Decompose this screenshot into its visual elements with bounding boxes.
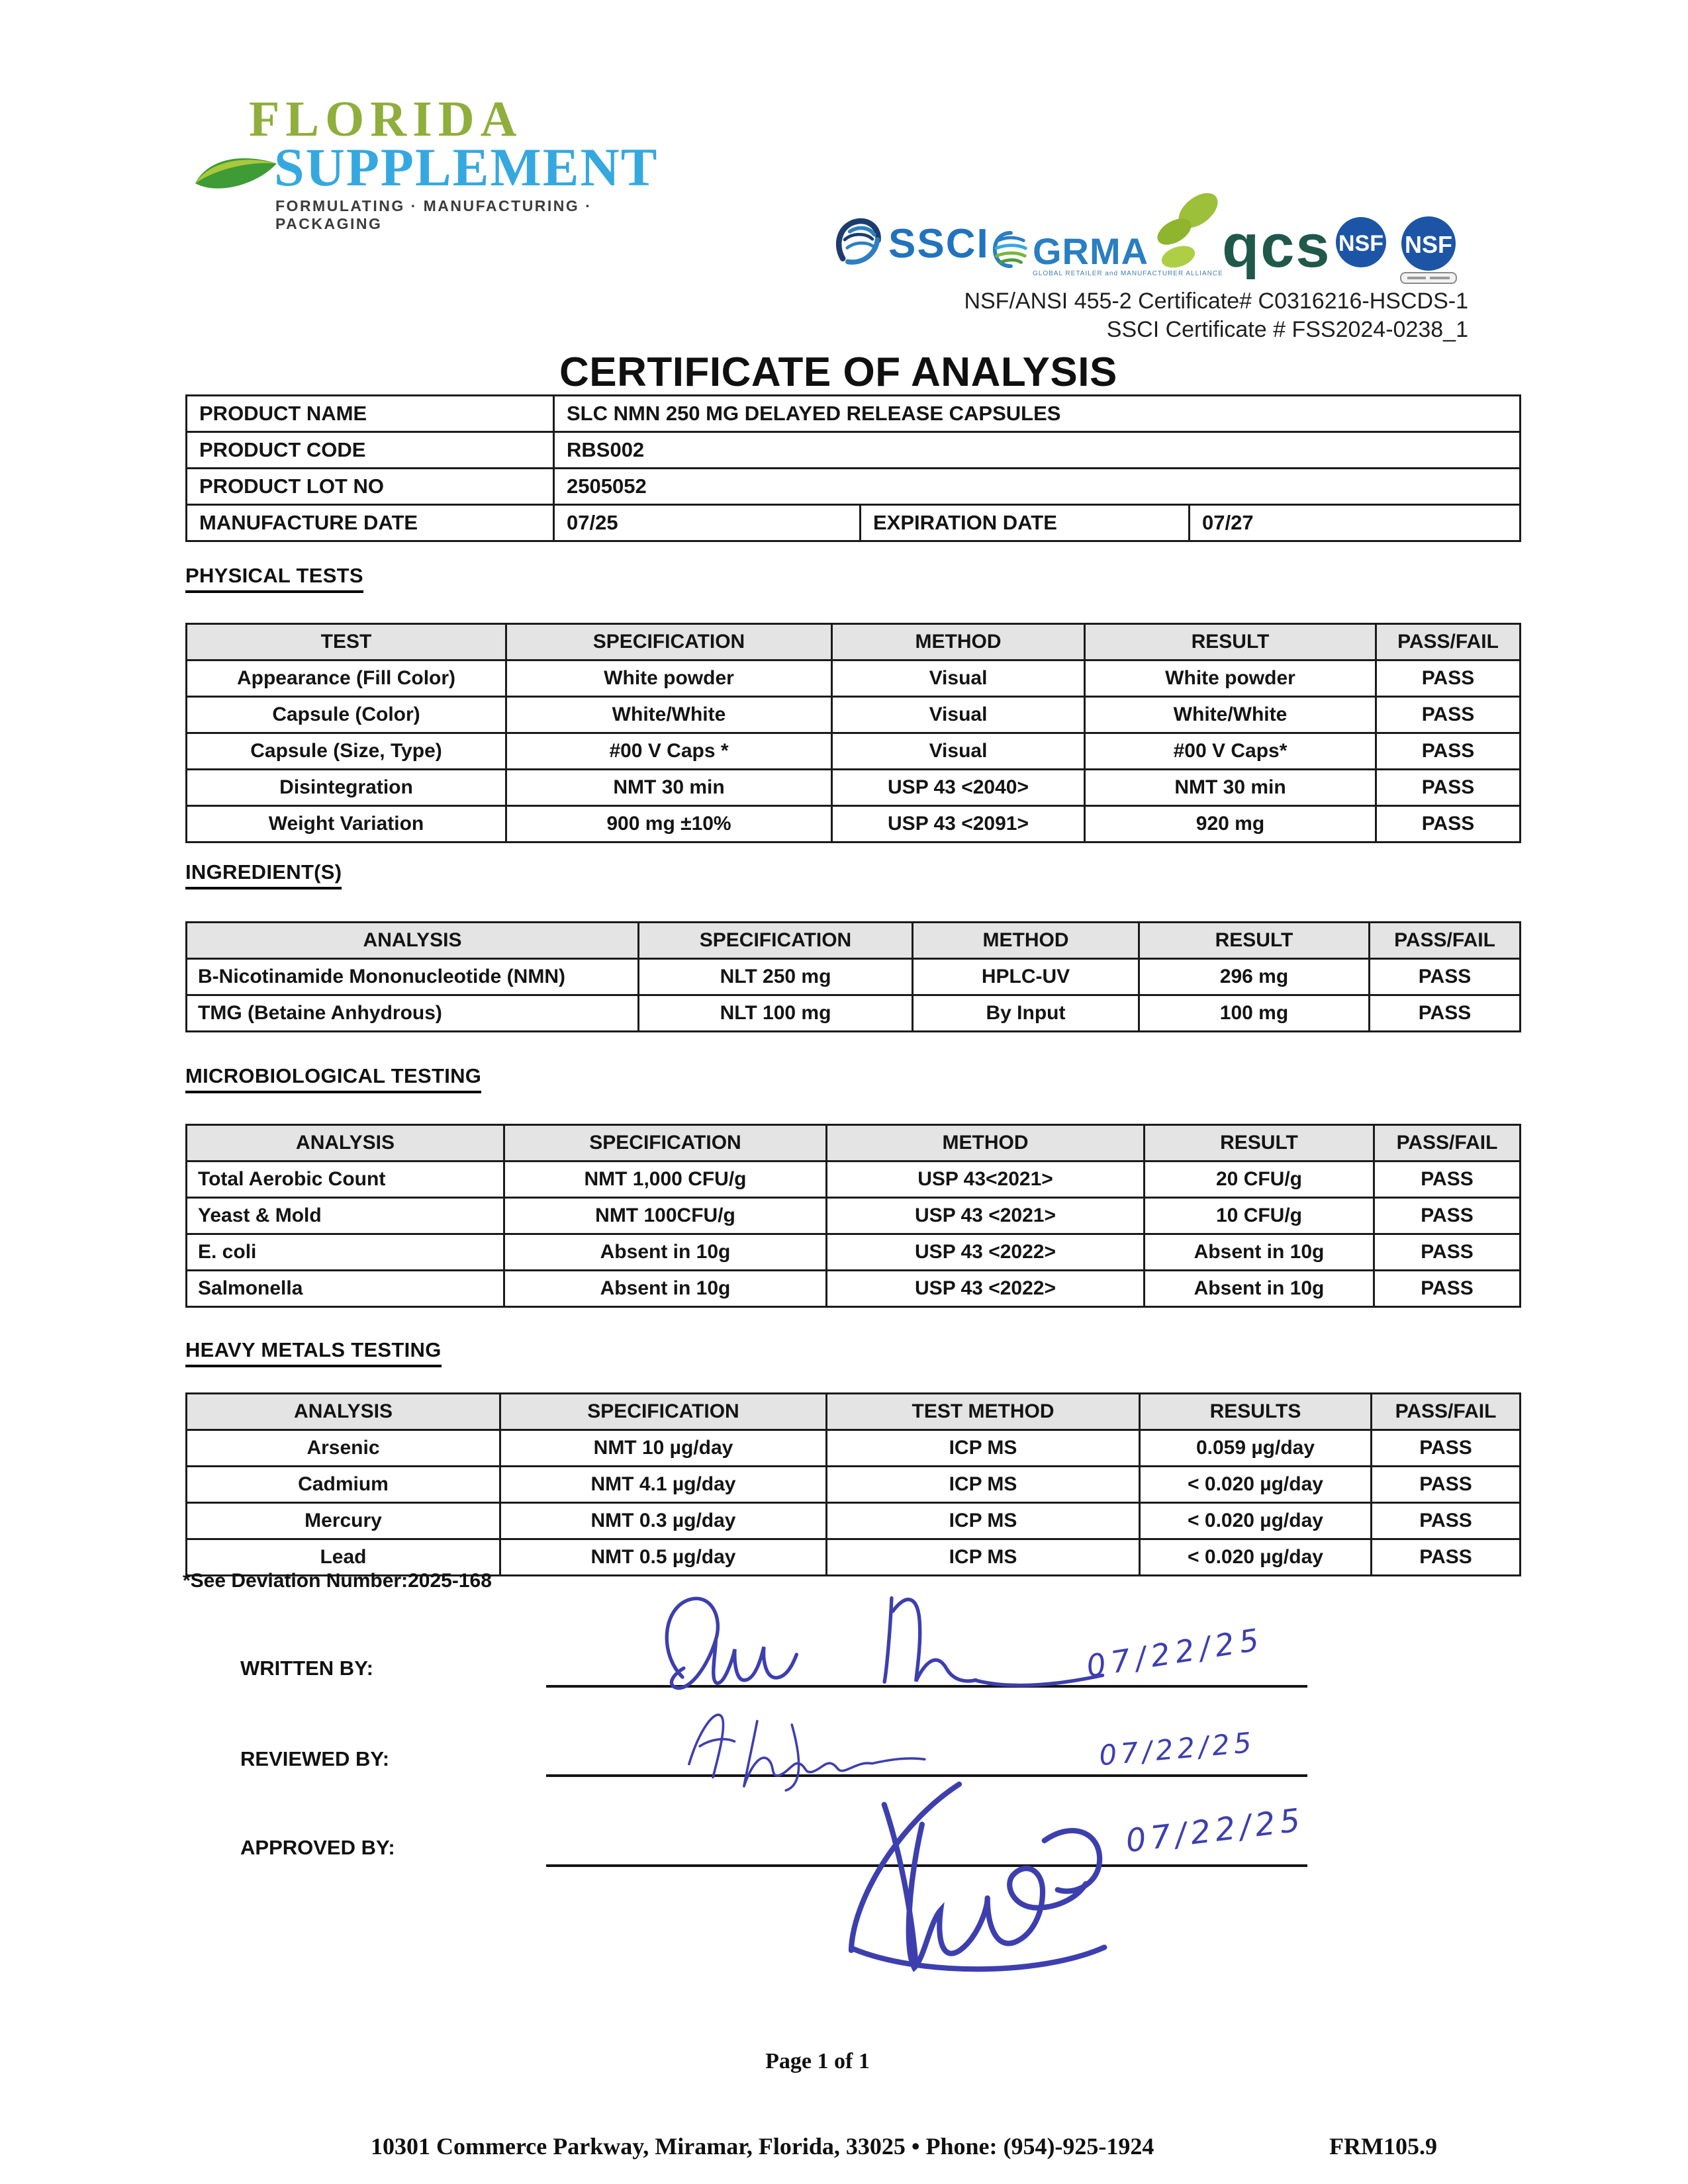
- section-heading-ingredients: INGREDIENT(S): [185, 860, 342, 889]
- table-cell: White powder: [506, 660, 832, 697]
- table-cell: NMT 10 µg/day: [500, 1430, 827, 1467]
- table-row: [187, 396, 1521, 432]
- table-row: [187, 733, 1521, 770]
- logo-tagline: FORMULATING · MANUFACTURING · PACKAGING: [275, 197, 592, 232]
- table-cell: 920 mg: [1085, 806, 1376, 842]
- column-header: SPECIFICATION: [506, 624, 832, 660]
- ingredients-table: [185, 921, 1521, 1032]
- table-row: [187, 1430, 1521, 1467]
- deviation-note: *See Deviation Number:2025-168: [183, 1570, 492, 1592]
- column-header: PASS/FAIL: [1370, 923, 1521, 959]
- column-header: SPECIFICATION: [639, 923, 913, 959]
- table-cell: PASS: [1372, 1430, 1521, 1467]
- nsf-certified-badge-icon: [1399, 216, 1458, 285]
- table-cell: < 0.020 µg/day: [1140, 1467, 1372, 1503]
- table-cell: Absent in 10g: [1145, 1271, 1374, 1307]
- table-cell: 0.059 µg/day: [1140, 1430, 1372, 1467]
- table-row: [187, 469, 1521, 505]
- table-cell: White powder: [1085, 660, 1376, 697]
- table-cell: USP 43 <2091>: [832, 806, 1085, 842]
- column-header: METHOD: [827, 1125, 1145, 1161]
- heavy-metals-table: [185, 1392, 1521, 1576]
- logo-text-florida: FLORIDA: [249, 91, 523, 147]
- table-cell: Weight Variation: [187, 806, 506, 842]
- table-cell: Appearance (Fill Color): [187, 660, 506, 697]
- grma-globe-icon: [992, 230, 1030, 269]
- section-heading-physical-tests: PHYSICAL TESTS: [185, 564, 363, 593]
- table-row: [187, 806, 1521, 842]
- reviewed-by-date: 07/22/25: [1098, 1725, 1257, 1772]
- table-row: [187, 1503, 1521, 1539]
- table-cell: USP 43 <2021>: [827, 1198, 1145, 1234]
- table-cell: USP 43 <2040>: [832, 770, 1085, 806]
- table-row: [187, 1198, 1521, 1234]
- approved-by-date: 07/22/25: [1123, 1801, 1307, 1860]
- column-header: ANALYSIS: [187, 1125, 504, 1161]
- table-header-row: [187, 923, 1521, 959]
- column-header: PASS/FAIL: [1374, 1125, 1521, 1161]
- ssci-certificate-number: SSCI Certificate # FSS2024-0238_1: [1106, 317, 1468, 342]
- table-cell: TMG (Betaine Anhydrous): [187, 995, 639, 1032]
- column-header: RESULT: [1139, 923, 1370, 959]
- table-cell: B-Nicotinamide Mononucleotide (NMN): [187, 959, 639, 995]
- table-cell: 10 CFU/g: [1145, 1198, 1374, 1234]
- table-cell: Capsule (Size, Type): [187, 733, 506, 770]
- product-name-value: SLC NMN 250 MG DELAYED RELEASE CAPSULES: [554, 396, 1521, 432]
- table-cell: NMT 30 min: [1085, 770, 1376, 806]
- table-cell: < 0.020 µg/day: [1140, 1539, 1372, 1576]
- section-heading-microbiological: MICROBIOLOGICAL TESTING: [185, 1064, 481, 1093]
- table-header-row: [187, 1125, 1521, 1161]
- reviewed-by-label: REVIEWED BY:: [240, 1747, 390, 1770]
- product-code-label: PRODUCT CODE: [187, 432, 554, 469]
- table-cell: NMT 1,000 CFU/g: [504, 1161, 827, 1198]
- table-cell: NMT 100CFU/g: [504, 1198, 827, 1234]
- table-cell: Cadmium: [187, 1467, 500, 1503]
- table-cell: ICP MS: [827, 1503, 1140, 1539]
- table-cell: Disintegration: [187, 770, 506, 806]
- table-cell: NLT 100 mg: [639, 995, 913, 1032]
- written-by-label: WRITTEN BY:: [240, 1657, 373, 1680]
- table-cell: Absent in 10g: [504, 1234, 827, 1271]
- table-cell: Arsenic: [187, 1430, 500, 1467]
- table-cell: NMT 30 min: [506, 770, 832, 806]
- table-cell: White/White: [1085, 697, 1376, 733]
- table-cell: PASS: [1372, 1539, 1521, 1576]
- column-header: PASS/FAIL: [1372, 1394, 1521, 1430]
- table-cell: NLT 250 mg: [639, 959, 913, 995]
- column-header: TEST: [187, 624, 506, 660]
- column-header: RESULTS: [1140, 1394, 1372, 1430]
- section-heading-heavy-metals: HEAVY METALS TESTING: [185, 1338, 442, 1367]
- table-cell: HPLC-UV: [913, 959, 1139, 995]
- table-cell: By Input: [913, 995, 1139, 1032]
- table-cell: Visual: [832, 660, 1085, 697]
- table-row: [187, 505, 1521, 541]
- table-cell: White/White: [506, 697, 832, 733]
- table-cell: ICP MS: [827, 1430, 1140, 1467]
- table-cell: Lead: [187, 1539, 500, 1576]
- table-row: [187, 1234, 1521, 1271]
- approved-by-label: APPROVED BY:: [240, 1836, 395, 1859]
- product-info-table: [185, 394, 1521, 542]
- table-cell: < 0.020 µg/day: [1140, 1503, 1372, 1539]
- table-cell: PASS: [1374, 1234, 1521, 1271]
- table-row: [187, 1467, 1521, 1503]
- column-header: PASS/FAIL: [1376, 624, 1521, 660]
- table-header-row: [187, 1394, 1521, 1430]
- table-cell: #00 V Caps*: [1085, 733, 1376, 770]
- nsf-certificate-number: NSF/ANSI 455-2 Certificate# C0316216-HSCDS-1: [964, 289, 1468, 314]
- product-code-value: RBS002: [554, 432, 1521, 469]
- table-cell: #00 V Caps *: [506, 733, 832, 770]
- table-cell: PASS: [1374, 1198, 1521, 1234]
- company-logo: [193, 91, 659, 232]
- nsf-badge-icon: [1335, 216, 1387, 269]
- table-cell: ICP MS: [827, 1539, 1140, 1576]
- column-header: METHOD: [913, 923, 1139, 959]
- ssci-globe-icon: [833, 217, 883, 267]
- table-cell: E. coli: [187, 1234, 504, 1271]
- table-cell: Absent in 10g: [504, 1271, 827, 1307]
- table-cell: Total Aerobic Count: [187, 1161, 504, 1198]
- table-cell: PASS: [1376, 733, 1521, 770]
- table-cell: PASS: [1376, 806, 1521, 842]
- expiration-date-value: 07/27: [1190, 505, 1521, 541]
- signature-block: [0, 1582, 1688, 2045]
- table-row: [187, 697, 1521, 733]
- table-header-row: [187, 624, 1521, 660]
- grma-badge-subtext: GLOBAL RETAILER and MANUFACTURER ALLIANCE: [1033, 270, 1223, 277]
- table-cell: Capsule (Color): [187, 697, 506, 733]
- qcs-badge: qcs: [1222, 212, 1331, 280]
- table-cell: USP 43 <2022>: [827, 1271, 1145, 1307]
- qcs-leaves-icon: [1157, 191, 1230, 273]
- written-by-signature: [635, 1585, 1112, 1701]
- leaf-icon: [193, 150, 278, 195]
- column-header: ANALYSIS: [187, 923, 639, 959]
- table-cell: 100 mg: [1139, 995, 1370, 1032]
- table-cell: Salmonella: [187, 1271, 504, 1307]
- physical-tests-table: [185, 623, 1521, 843]
- column-header: METHOD: [832, 624, 1085, 660]
- product-name-label: PRODUCT NAME: [187, 396, 554, 432]
- table-cell: PASS: [1372, 1503, 1521, 1539]
- approved-by-signature: [761, 1767, 1145, 1999]
- table-cell: PASS: [1374, 1161, 1521, 1198]
- table-cell: 20 CFU/g: [1145, 1161, 1374, 1198]
- table-cell: PASS: [1370, 995, 1521, 1032]
- table-row: [187, 1271, 1521, 1307]
- table-cell: Yeast & Mold: [187, 1198, 504, 1234]
- column-header: RESULT: [1085, 624, 1376, 660]
- footer-address: 10301 Commerce Parkway, Miramar, Florida, 33025 • Phone: (954)-925-1924: [371, 2133, 1154, 2160]
- table-cell: Visual: [832, 697, 1085, 733]
- table-row: [187, 432, 1521, 469]
- table-cell: NMT 0.5 µg/day: [500, 1539, 827, 1576]
- certification-badges: [814, 199, 1483, 285]
- manufacture-date-label: MANUFACTURE DATE: [187, 505, 554, 541]
- ssci-badge: SSCI: [888, 221, 990, 267]
- product-lot-value: 2505052: [554, 469, 1521, 505]
- logo-text-supplement: SUPPLEMENT: [274, 137, 659, 197]
- table-cell: Mercury: [187, 1503, 500, 1539]
- table-cell: Visual: [832, 733, 1085, 770]
- table-row: [187, 959, 1521, 995]
- column-header: SPECIFICATION: [500, 1394, 827, 1430]
- table-cell: NMT 4.1 µg/day: [500, 1467, 827, 1503]
- table-cell: NMT 0.3 µg/day: [500, 1503, 827, 1539]
- svg-text:NSF: NSF: [1405, 231, 1452, 258]
- table-cell: PASS: [1372, 1467, 1521, 1503]
- table-cell: PASS: [1370, 959, 1521, 995]
- product-lot-label: PRODUCT LOT NO: [187, 469, 554, 505]
- table-row: [187, 770, 1521, 806]
- table-row: [187, 1161, 1521, 1198]
- column-header: ANALYSIS: [187, 1394, 500, 1430]
- table-cell: 296 mg: [1139, 959, 1370, 995]
- page-title: CERTIFICATE OF ANALYSIS: [559, 349, 1117, 395]
- footer-form-number: FRM105.9: [1329, 2133, 1437, 2160]
- table-row: [187, 995, 1521, 1032]
- manufacture-date-value: 07/25: [554, 505, 861, 541]
- table-cell: Absent in 10g: [1145, 1234, 1374, 1271]
- expiration-date-label: EXPIRATION DATE: [861, 505, 1190, 541]
- column-header: TEST METHOD: [827, 1394, 1140, 1430]
- table-cell: PASS: [1376, 660, 1521, 697]
- table-row: [187, 660, 1521, 697]
- table-cell: USP 43<2021>: [827, 1161, 1145, 1198]
- table-cell: USP 43 <2022>: [827, 1234, 1145, 1271]
- table-cell: 900 mg ±10%: [506, 806, 832, 842]
- page-number: Page 1 of 1: [765, 2049, 870, 2073]
- table-cell: ICP MS: [827, 1467, 1140, 1503]
- written-by-date: 07/22/25: [1084, 1621, 1267, 1684]
- svg-text:NSF: NSF: [1338, 231, 1383, 256]
- table-cell: PASS: [1374, 1271, 1521, 1307]
- column-header: SPECIFICATION: [504, 1125, 827, 1161]
- column-header: RESULT: [1145, 1125, 1374, 1161]
- table-cell: PASS: [1376, 770, 1521, 806]
- grma-badge: GRMA: [1033, 230, 1149, 272]
- microbiological-table: [185, 1124, 1521, 1308]
- table-cell: PASS: [1376, 697, 1521, 733]
